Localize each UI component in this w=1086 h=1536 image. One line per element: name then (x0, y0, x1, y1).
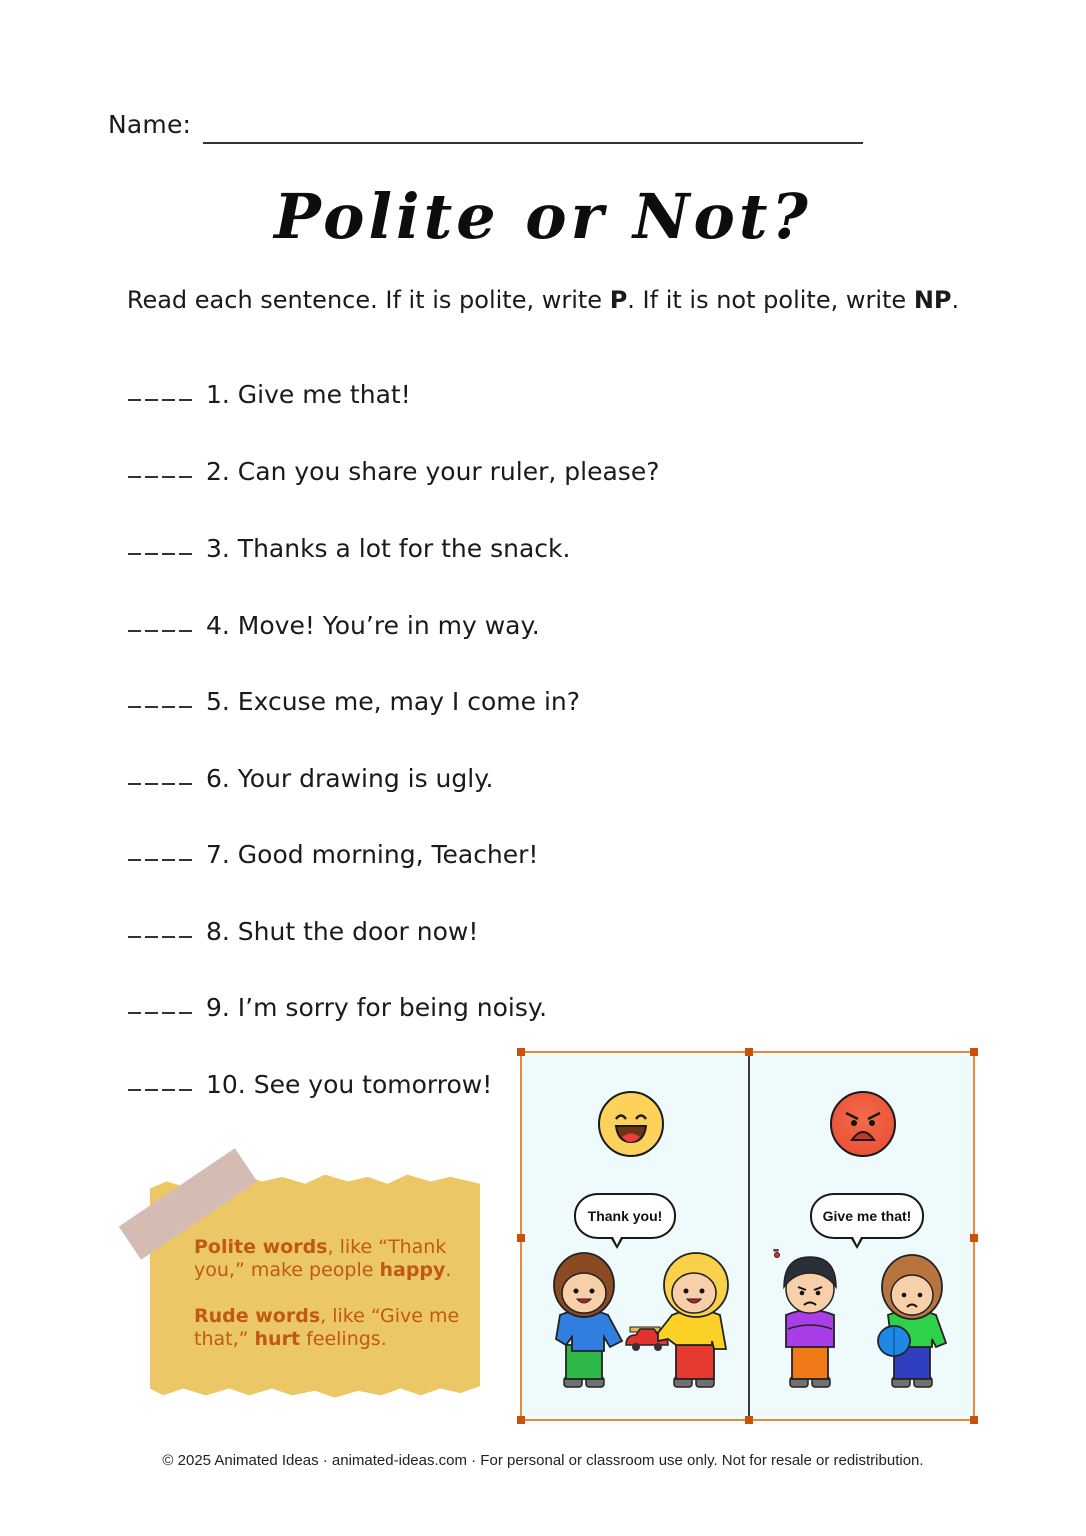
tip-text-part: feelings. (300, 1328, 387, 1350)
copyright-footer: © 2025 Animated Ideas · animated-ideas.com · For personal or classroom use only. Not for resale or redistribution. (162, 1452, 924, 1469)
list-item (128, 1070, 492, 1099)
list-item (128, 457, 659, 486)
sentence-text: 3. Thanks a lot for the snack. (206, 534, 571, 563)
sentence-text: 6. Your drawing is ugly. (206, 764, 494, 793)
instructions-text: . (951, 286, 960, 314)
name-label: Name: (108, 110, 192, 139)
list-item (128, 380, 411, 409)
sentence-text: 1. Give me that! (206, 380, 411, 409)
speech-bubble (574, 1193, 676, 1239)
instructions-p: P (609, 286, 628, 314)
tip-text-part: , like “Thank you,” make people (194, 1236, 447, 1281)
tip-text-part: , like “Give me that,” (194, 1305, 460, 1350)
resize-handle-middle-right[interactable] (970, 1234, 978, 1242)
answer-blank[interactable] (128, 461, 198, 490)
instructions-np: NP (913, 286, 952, 314)
tip-text (194, 1236, 464, 1374)
resize-handle-middle-left[interactable] (517, 1234, 525, 1242)
bubble-text: Thank you! (587, 1208, 663, 1224)
hurt-word: hurt (254, 1328, 301, 1350)
sentence-text: 2. Can you share your ruler, please? (206, 457, 660, 486)
list-item (128, 534, 570, 563)
list-item (128, 687, 580, 716)
tip-note-card (150, 1170, 480, 1400)
answer-blank[interactable] (128, 997, 198, 1026)
happy-face-icon (598, 1091, 664, 1157)
bubble-text: Give me that! (822, 1208, 912, 1224)
resize-handle-bottom-middle[interactable] (745, 1416, 753, 1424)
resize-handle-top-right[interactable] (970, 1048, 978, 1056)
answer-blank[interactable] (128, 768, 198, 797)
instructions (0, 286, 1086, 314)
answer-blank[interactable] (128, 538, 198, 567)
instructions-text: Read each sentence. If it is polite, write (126, 286, 610, 314)
answer-blank[interactable] (128, 691, 198, 720)
resize-handle-bottom-right[interactable] (970, 1416, 978, 1424)
happy-word: happy (379, 1259, 446, 1281)
sentence-text: 9. I’m sorry for being noisy. (206, 993, 548, 1022)
page-title: Polite or Not? (274, 180, 812, 253)
kids-arguing-illustration (770, 1249, 970, 1409)
polite-words-label: Polite words (194, 1236, 328, 1258)
list-item (128, 611, 540, 640)
name-row (108, 108, 868, 148)
list-item (128, 764, 493, 793)
sentence-text: 5. Excuse me, may I come in? (206, 687, 581, 716)
resize-handle-top-left[interactable] (517, 1048, 525, 1056)
sentence-text: 4. Move! You’re in my way. (206, 611, 540, 640)
answer-blank[interactable] (128, 384, 198, 413)
sentence-text: 8. Shut the door now! (206, 917, 479, 946)
tip-text-part: . (445, 1259, 452, 1281)
instructions-text: . If it is not polite, write (627, 286, 914, 314)
answer-blank[interactable] (128, 615, 198, 644)
name-input-line[interactable] (203, 142, 863, 144)
list-item (128, 993, 547, 1022)
polite-panel (522, 1053, 748, 1419)
resize-handle-bottom-left[interactable] (517, 1416, 525, 1424)
sentence-text: 10. See you tomorrow! (206, 1070, 493, 1099)
rude-panel (750, 1053, 975, 1419)
sentence-text: 7. Good morning, Teacher! (206, 840, 539, 869)
resize-handle-top-middle[interactable] (745, 1048, 753, 1056)
answer-blank[interactable] (128, 844, 198, 873)
rude-words-label: Rude words (194, 1305, 321, 1327)
illustration-frame[interactable] (520, 1051, 975, 1421)
speech-bubble (810, 1193, 924, 1239)
list-item (128, 917, 478, 946)
angry-face-icon (830, 1091, 896, 1157)
answer-blank[interactable] (128, 1074, 198, 1103)
list-item (128, 840, 538, 869)
answer-blank[interactable] (128, 921, 198, 950)
kids-sharing-illustration (542, 1249, 742, 1409)
